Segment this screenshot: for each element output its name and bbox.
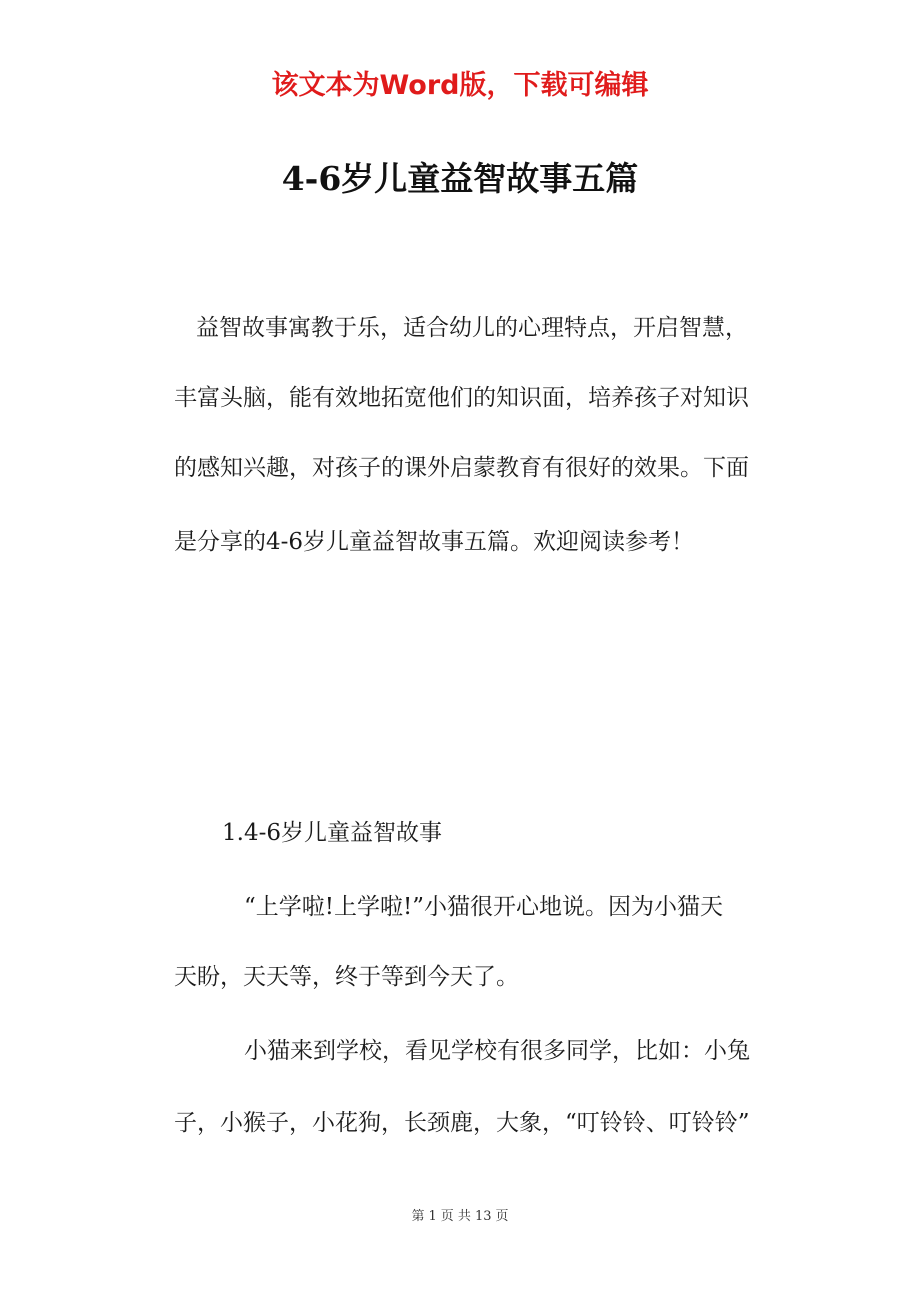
footer-suffix: 页	[495, 1209, 509, 1224]
story-line: 小猫来到学校，看见学校有很多同学，比如：小兔	[244, 1038, 750, 1064]
story-line: 子，小猴子，小花狗，长颈鹿，大象，“叮铃铃、叮铃铃”	[174, 1110, 750, 1136]
intro-line: 益智故事寓教于乐，适合幼儿的心理特点，开启智慧，	[196, 315, 748, 341]
story-line: 天盼，天天等，终于等到今天了。	[174, 964, 519, 990]
current-page-number: 1	[428, 1209, 437, 1224]
footer-prefix: 第	[411, 1209, 425, 1224]
download-notice-banner: 该文本为Word版，下载可编辑	[271, 70, 649, 101]
page-number-footer	[0, 1207, 920, 1227]
total-page-count: 13	[474, 1209, 492, 1224]
intro-line: 是分享的4-6岁儿童益智故事五篇。欢迎阅读参考！	[174, 529, 695, 555]
intro-line: 丰富头脑，能有效地拓宽他们的知识面，培养孩子对知识	[174, 385, 749, 411]
document-title: 4-6岁儿童益智故事五篇	[281, 159, 639, 198]
intro-line: 的感知兴趣，对孩子的课外启蒙教育有很好的效果。下面	[174, 455, 749, 481]
section-heading: 1.4-6岁儿童益智故事	[222, 820, 442, 846]
story-line: “上学啦!上学啦!”小猫很开心地说。因为小猫天	[244, 894, 724, 920]
footer-mid: 页 共	[440, 1209, 471, 1224]
